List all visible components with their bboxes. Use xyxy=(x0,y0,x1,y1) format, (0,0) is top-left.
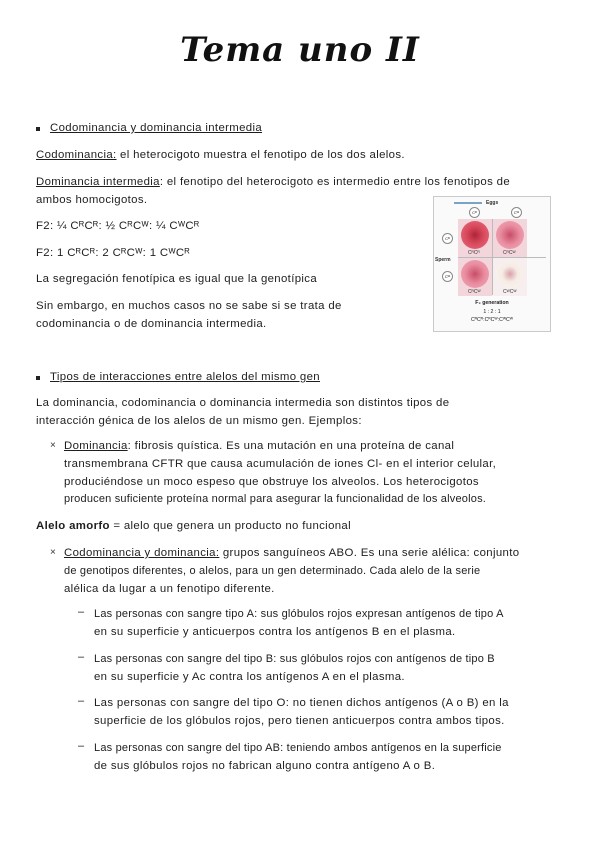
dominancia-intermedia-definition xyxy=(36,174,510,192)
codominancia-example-text-2: de genotipos diferentes, o alelos, para un gen determinado. Cada alelo de la serie xyxy=(64,565,481,577)
codominancia-text: el heterocigoto muestra el fenotipo de los dos alelos. xyxy=(116,149,405,161)
genotype-ww: CᵂCᵂ xyxy=(503,289,517,295)
intro-text-2: interacción génica de los alelos de un mismo gen. Ejemplos: xyxy=(36,415,362,427)
sperm-label: Sperm xyxy=(435,257,451,263)
x-bullet-icon: × xyxy=(50,547,56,558)
egg-allele-w: Cᵂ xyxy=(511,207,522,218)
dominancia-text-2: transmembrana CFTR que causa acumulación de iones Cl- en el interior celular, xyxy=(64,458,497,470)
alelo-amorfo-term: Alelo amorfo xyxy=(36,520,110,532)
blood-type-a-1: Las personas con sangre tipo A: sus glóbulos rojos expresan antígenos de tipo A xyxy=(94,608,504,620)
bullet-square-icon xyxy=(36,376,40,380)
genotype-rr: CᴿCᴿ xyxy=(468,250,480,256)
punnett-square-figure xyxy=(433,196,551,332)
eggs-label: Eggs xyxy=(486,200,499,206)
generation-label: F₂ generation xyxy=(475,300,509,306)
blood-type-a-2: en su superficie y anticuerpos contra los antígenos B en el plasma. xyxy=(94,626,456,638)
f2-proportion: F2: ¼ CᴿCᴿ: ½ CᴿCᵂ: ¼ CᵂCᴿ xyxy=(36,220,200,232)
generation-genotypes: CᴿCᴿ:CᴿCᵂ:CᵂCᵂ xyxy=(470,317,514,323)
dominancia-intermedia-text: : el fenotipo del heterocigoto es intermedio entre los fenotipos de xyxy=(159,176,511,188)
eggs-arrow xyxy=(454,202,482,204)
blood-type-o-2: superficie de los glóbulos rojos, pero tienen anticuerpos contra ambos tipos. xyxy=(94,715,505,727)
dominancia-text-1: : fibrosis quística. Es una mutación en una proteína de canal xyxy=(127,440,455,452)
dash-bullet-icon: – xyxy=(78,651,85,663)
x-bullet-icon: × xyxy=(50,440,56,451)
page-title: Tema uno II xyxy=(180,30,420,70)
blood-type-ab-2: de sus glóbulos rojos no fabrican alguno contra antígeno A o B. xyxy=(94,760,436,772)
pink-flower-icon xyxy=(496,221,524,249)
codominancia-term: Codominancia: xyxy=(36,149,117,161)
however-text-2: codominancia o de dominancia intermedia. xyxy=(36,318,267,330)
white-flower-icon xyxy=(496,260,524,288)
alelo-amorfo-definition xyxy=(36,518,351,536)
codominancia-example-text-3: alélica da lugar a un fenotipo diferente. xyxy=(64,583,275,595)
blood-type-b-2: en su superficie y Ac contra los antígenos A en el plasma. xyxy=(94,671,405,683)
section-heading-interacciones: Tipos de interacciones entre alelos del mismo gen xyxy=(50,371,320,383)
f2-ratio: F2: 1 CᴿCᴿ: 2 CᴿCᵂ: 1 CᵂCᴿ xyxy=(36,247,190,259)
intro-text-1: La dominancia, codominancia o dominancia intermedia son distintos tipos de xyxy=(36,397,450,409)
red-flower-icon xyxy=(461,221,489,249)
alelo-amorfo-text: = alelo que genera un producto no funcional xyxy=(109,520,351,532)
dominancia-term: Dominancia xyxy=(64,440,128,452)
section-heading-codominancia: Codominancia y dominancia intermedia xyxy=(50,122,263,134)
blood-type-o-1: Las personas con sangre del tipo O: no tienen dichos antígenos (A o B) en la xyxy=(94,697,509,709)
dominancia-text-3: produciéndose un moco espeso que obstruye los alveolos. Los heterocigotos xyxy=(64,476,479,488)
grid-divider-horizontal xyxy=(458,257,546,258)
blood-type-b-1: Las personas con sangre del tipo B: sus glóbulos rojos con antígenos de tipo B xyxy=(94,653,495,665)
dash-bullet-icon: – xyxy=(78,606,85,618)
dominancia-intermedia-term: Dominancia intermedia xyxy=(36,176,160,188)
genotype-rw: CᴿCᵂ xyxy=(503,250,516,256)
codominancia-definition xyxy=(36,147,405,165)
dash-bullet-icon: – xyxy=(78,695,85,707)
generation-ratio: 1 : 2 : 1 xyxy=(483,309,501,315)
codominancia-example-text-1: grupos sanguíneos ABO. Es una serie alélica: conjunto xyxy=(219,547,520,559)
codominancia-example xyxy=(64,545,519,563)
egg-allele-r: Cᴿ xyxy=(469,207,480,218)
blood-type-ab-1: Las personas con sangre del tipo AB: teniendo ambos antígenos en la superficie xyxy=(94,742,502,754)
genotype-rw: CᴿCᵂ xyxy=(468,289,481,295)
bullet-square-icon xyxy=(36,127,40,131)
sperm-allele-w: Cᵂ xyxy=(442,271,453,282)
dominancia-text-4: producen suficiente proteína normal para asegurar la funcionalidad de los alveolos. xyxy=(64,493,487,505)
segregation-text: La segregación fenotípica es igual que la genotípica xyxy=(36,273,318,285)
however-text-1: Sin embargo, en muchos casos no se sabe si se trata de xyxy=(36,300,342,312)
dominancia-intermedia-text-2: ambos homocigotos. xyxy=(36,194,148,206)
codominancia-dominancia-term: Codominancia y dominancia: xyxy=(64,547,220,559)
dash-bullet-icon: – xyxy=(78,740,85,752)
pink-flower-icon xyxy=(461,260,489,288)
sperm-allele-r: Cᴿ xyxy=(442,233,453,244)
dominancia-example xyxy=(64,438,454,456)
